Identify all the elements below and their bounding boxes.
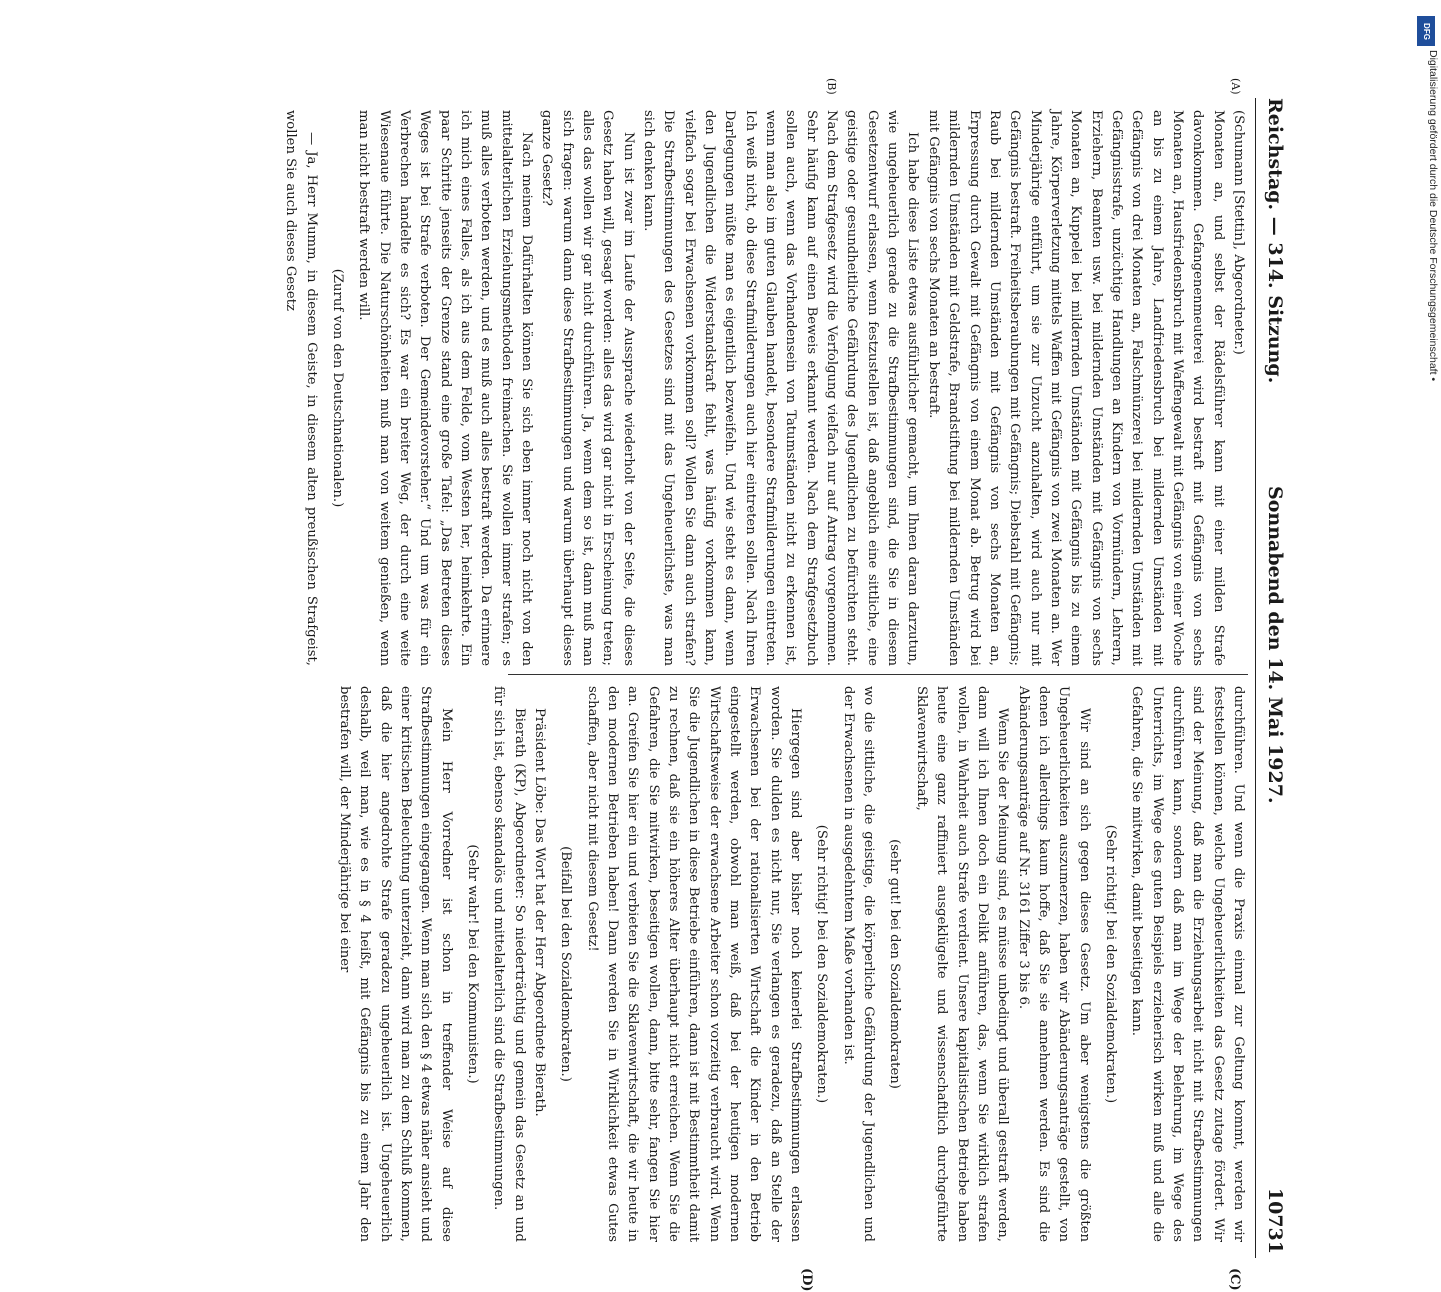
- column-divider: [508, 674, 1248, 675]
- paragraph: Ich habe diese Liste etwas ausführlicher gemacht, um Ihnen daran darzutun, wie ungeheuerlich gerade zu die Strafbestimmungen sind, die Sie in diesem Gesetzentwurf erlassen, wenn festzustellen ist, daß angeblich eine sittliche, eine geistige oder gesundheitliche Gefährdung des Jugendlichen zu befürchten steht. Nach dem Strafgesetz wird die Verfolgung vielfach nur auf Antrag vorgenommen. Sehr häufig kann auf einen Beweis erkannt werden. Nach dem Strafgesetzbuch sollen auch, wenn das Vorhandensein von Tatumständen nicht zu erkennen ist, wenn man also im guten Glauben handelt, besondere Strafmilderungen eintreten. Ich weiß nicht, ob diese Strafmilderungen auch hier eintreten sollen. Nach Ihren Darlegungen müßte man es eigentlich bezweifeln. Und wie steht es dann, wenn den Jugendlichen die Widerstandskraft fehlt, was häufig vorkommen kann, vielfach sogar bei Erwachsenen vorkommen soll? Wollen Sie dann auch strafen? Die Strafbestimmungen des Gesetzes sind mit das Ungeheuerlichste, was man sich denken kann.: [641, 110, 921, 666]
- left-column: [283, 110, 1248, 666]
- paragraph: Präsident Löbe: Das Wort hat der Herr Abgeordnete Bierath.: [532, 708, 547, 1117]
- paragraph: Nach meinem Dafürhalten können Sie sich eben immer noch nicht von den mittelalterlichen Erziehungsmethoden freimachen. Sie wollen immer strafen; es muß alles verboten werden, und es muß auch alles bestraft werden. Da erinnere ich mich eines Falles, als ich aus dem Felde, vom Westen her, heimkehrte. Ein paar Schritte jenseits der Grenze stand eine große Tafel: „Das Betreten dieses Weges ist bei Strafe verboten. Der Gemeindevorsteher.“ Und um was für ein Verbrechen handelte es sich? Es war ein breiter Weg, der durch eine weite Wiesenaue führte. Die Naturschönheiten muß man von weitem genießen, wenn man nicht bestraft werden will.: [356, 110, 534, 666]
- paragraph: Nun ist zwar im Laufe der Aussprache wiederholt von der Seite, die dieses Gesetz haben will, gesagt worden: alles das wird gar nicht in Erscheinung treten; alles das wollen wir gar nicht durchführen. Ja, wenn dem so ist, dann muß man sich fragen: warum dann diese Strafbestimmungen und warum überhaupt dieses ganze Gesetz?: [539, 110, 636, 666]
- paragraph: Mein Herr Vorredner ist schon in treffender Weise auf diese Strafbestimmungen eingegangen. Wenn man sich den § 4 etwas näher ansieht und einer kritischen Beleuchtung unterzieht, dann wird man zu dem Schluß kommen, daß die hier angedrohte Strafe geradezu ungeheuerlich ist. Ungeheuerlich deshalb, weil man, wie es in § 4 heißt, mit Gefängnis bis zu einem Jahr den bestrafen will, der Minderjährige bei einer: [336, 686, 454, 1242]
- paragraph: — Ja, Herr Mumm, in diesem Geiste, in diesem alten preußischen Strafgeist, wollen Sie auch dieses Gesetz: [283, 110, 319, 666]
- margin-mark-d: (D): [799, 1268, 814, 1292]
- paragraph: Hiergegen sind aber bisher noch keinerlei Strafbestimmungen erlassen worden. Sie dulden es nicht nur, Sie verlangen es geradezu, daß an Stelle der Erwachsenen bei der rationalisierten Wirtschaft die Kinder in den Betrieb eingestellt werden, obwohl man weiß, daß bei der heutigen modernen Wirtschaftsweise der erwachsene Arbeiter schon vorzeitig verbraucht wird. Wenn Sie die Jugendlichen in diese Betriebe einführen, dann ist mit Bestimmtheit damit zu rechnen, daß sie ein höheres Alter überhaupt nicht erreichen. Wenn Sie die Gefahren, die Sie mitwirken, beseitigen wollen, dann, bitte sehr, fangen Sie hier an. Greifen Sie hier ein und verbieten Sie die Sklavenwirtschaft, die wir heute in den modernen Betrieben haben! Dann werden Sie in Wirklichkeit etwas Gutes schaffen, aber nicht mit diesem Gesetz!: [584, 686, 804, 1242]
- running-header: [1256, 98, 1286, 1258]
- credit-line: [1417, 10, 1441, 980]
- paragraph: Wir sind an sich gegen dieses Gesetz. Um aber wenigstens die größten Ungeheuerlichkeiten auszumerzen, haben wir Abänderungsanträge gestellt, von denen ich allerdings kaum hoffe, daß Sie sie annehmen werden. Es sind die Abänderungsanträge auf Nr. 3161 Ziffer 3 bis 6.: [1015, 686, 1092, 1242]
- speaker-line: (Schumann [Stettin], Abgeordneter.): [1231, 110, 1246, 355]
- dfg-logo: DFG: [1417, 16, 1435, 46]
- interjection: (Sehr richtig! bei den Sozialdemokraten.): [814, 824, 830, 1104]
- page-number: 10731: [1264, 1187, 1286, 1254]
- margin-mark-b: (B): [825, 78, 838, 95]
- header-date: Sonnabend den 14. Mai 1927.: [1264, 486, 1286, 804]
- interjection: (Sehr richtig! bei den Sozialdemokraten.): [1102, 824, 1118, 1104]
- margin-mark-a: (A): [1229, 78, 1242, 95]
- paragraph: wo die sittliche, die geistige, die körperliche Gefährdung der Jugendlichen und der Erwachsenen in ausgedehntem Maße vorhanden ist.: [840, 686, 877, 1242]
- rotated-page: [115, 78, 1290, 1292]
- credit-text: Digitalisierung gefördert durch die Deutsche Forschungsgemeinschaft •: [1427, 50, 1439, 382]
- interjection: (Sehr wahr! bei den Kommunisten.): [464, 844, 480, 1084]
- interjection: (Beifall bei den Sozialdemokraten.): [558, 846, 574, 1082]
- header-left: Reichstag. — 314. Sitzung.: [1264, 98, 1286, 384]
- paragraph: Wenn Sie der Meinung sind, es müsse unbedingt und überall gestraft werden, dann will ich Ihnen doch ein Delikt anführen, das, wenn Sie wirklich strafen wollen, in Wahrheit auch Strafe verdient. Unsere kapitalistischen Betriebe haben heute eine ganz raffiniert ausgeklügelte und wissenschaftlich durchgeführte Sklavenwirtschaft,: [913, 686, 1011, 1242]
- header-rule: [1255, 98, 1256, 1258]
- margin-mark-c: (C): [1227, 1268, 1242, 1291]
- paragraph: Bierath (KP), Abgeordneter: So niederträchtig und gemein das Gesetz an und für sich ist, ebenso skandalös und mittelalterlich sind die Strafbestimmungen.: [491, 686, 527, 1242]
- interjection: (sehr gut! bei den Sozialdemokraten): [887, 839, 903, 1089]
- right-column: [336, 686, 1248, 1242]
- interjection: (Zuruf von den Deutschnationalen.): [329, 268, 345, 508]
- paragraph: durchführen. Und wenn die Praxis einmal zur Geltung kommt, werden wir feststellen können, welche Ungeheuerlichkeiten das Gesetz zutage fördert. Wir sind der Meinung, daß man die Erziehungsarbeit nicht mit Strafbestimmungen durchführen kann, sondern daß man im Wege der Belehrung, im Wege des Unterrichts, im Wege des guten Beispiels erzieherisch wirken muß und alle die Gefahren, die Sie mitwirken, damit beseitigen kann.: [1129, 686, 1246, 1242]
- paragraph: Monaten an, und selbst der Rädelsführer kann mit einer milden Strafe davonkommen. Gefangenenmeuterei wird bestraft mit Gefängnis von sechs Monaten an, Hausfriedensbruch mit Waffengewalt mit Gefängnis von einer Woche an bis zu einem Jahre, Landfriedensbruch bei mildernden Umständen mit Gefängnis von drei Monaten an, Falschmünzerei bei mildernden Umständen mit Gefängnisstrafe, unzüchtige Handlungen an Kindern von Vormündern, Lehrern, Erziehern, Beamten usw. bei mildernden Umständen mit Gefängnis von sechs Monaten an, Kuppelei bei mildernden Umständen mit Gefängnis bis zu einem Jahre, Körperverletzung mittels Waffen mit Gefängnis von zwei Monaten an. Wer Minderjährige entführt, um sie zur Unzucht anzuhalten, wird auch nur mit Gefängnis bestraft. Freiheitsberaubungen mit Gefängnis; Diebstahl mit Gefängnis; Raub bei mildernden Umständen mit Gefängnis von sechs Monaten an, Erpressung durch Gewalt mit Gefängnis von einem Monat ab. Betrug wird bei mildernden Umständen mit Geldstrafe, Brandstiftung bei mildernden Umständen mit Gefängnis von sechs Monaten an bestraft.: [925, 110, 1226, 666]
